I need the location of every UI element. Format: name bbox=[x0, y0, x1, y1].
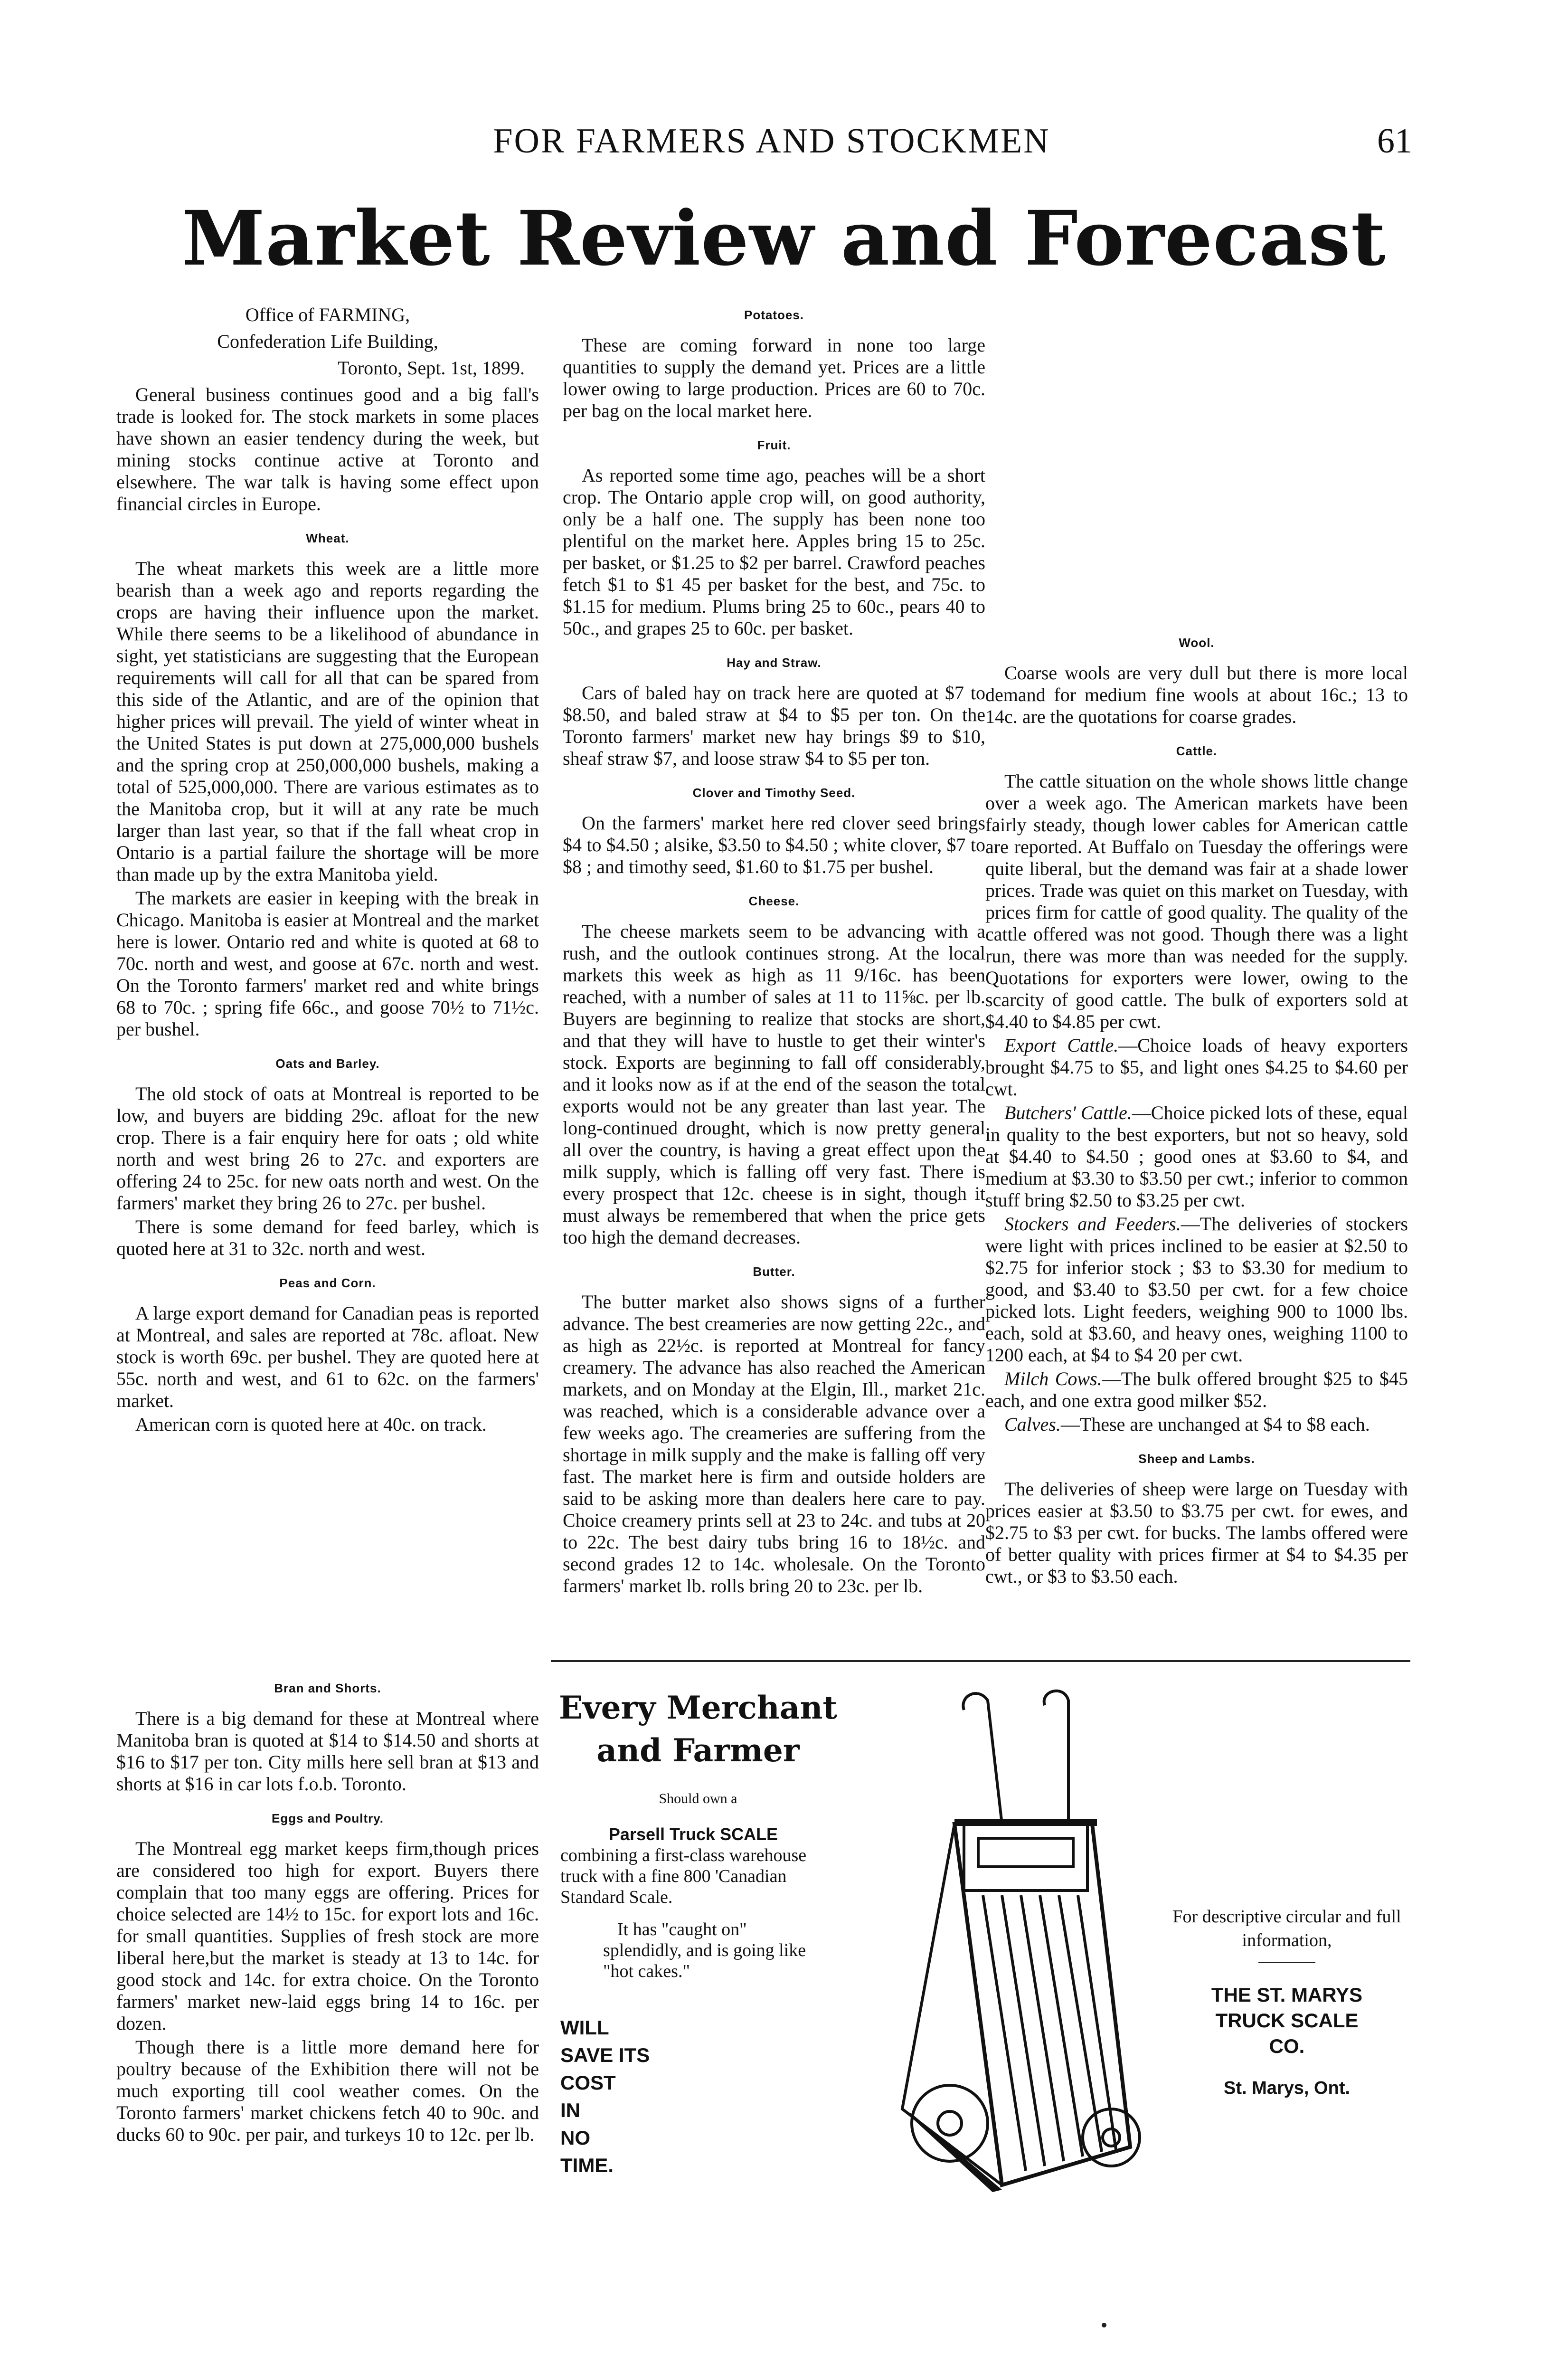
cattle-butchers-text: —Choice picked lots of these, equal in quality to the best exporters, but not so heavy, sold at $4.40 to $4.50 ; good ones at $3.60 to $4, and medium at $3.30 to $3.50 per cwt.; inferior to common stuff bring $2.50 to $3.25 per cwt. bbox=[985, 1102, 1408, 1211]
section-heading-oats: Oats and Barley. bbox=[275, 1056, 380, 1071]
ad-quote: It has "caught on" splendidly, and is going like "hot cakes." bbox=[603, 1919, 806, 1981]
section-heading-cattle: Cattle. bbox=[1176, 744, 1218, 758]
truck-scale-illustration-icon bbox=[845, 1682, 1149, 2204]
ad-save-line: TIME. bbox=[560, 2154, 614, 2176]
ad-company-line-2: TRUCK SCALE bbox=[1215, 2009, 1359, 2032]
section-heading-sheep: Sheep and Lambs. bbox=[1138, 1452, 1255, 1466]
cattle-calves-text: —These are unchanged at $4 to $8 each. bbox=[1060, 1414, 1370, 1435]
wheat-paragraph-1: The wheat markets this week are a little more bearish than a week ago and reports regarding the crops are having their influence upon the market. While there seems to be a likelihood of abundance in sight, yet statisticians are suggesting that the European requirements will call for all that can be spared from this side of the Atlantic, and are of the opinion that higher prices will prevail. The yield of winter wheat in the United States is put down at 275,000,000 bushels and the spring crop at 250,000,000 bushels, making a total of 525,000,000. There are various estimates as to the Manitoba crop, but it will at any rate be much larger than last year, so that if the fall wheat crop in Ontario is a partial failure the shortage will be more than made up by the extra Manitoba yield. bbox=[116, 558, 539, 885]
clover-paragraph-1: On the farmers' market here red clover seed brings $4 to $4.50 ; alsike, $3.50 to $4.50 ; white clover, $7 to $8 ; and timothy seed, $1.60 to $1.75 per bushel. bbox=[563, 812, 985, 877]
cattle-butchers bbox=[985, 1102, 1408, 1211]
ad-company-line-1: THE ST. MARYS bbox=[1211, 1984, 1363, 2006]
cattle-milch-text: —The bulk offered brought $25 to $45 each, and one extra good milker $52. bbox=[985, 1368, 1408, 1411]
eggs-paragraph-2: Though there is a little more demand here for poultry because of the Exhibition there will not be much exporting till cool weather comes. On the Toronto farmers' market chickens fetch 40 to 90c. and ducks 60 to 90c. per pair, and turkeys 10 to 12c. per lb. bbox=[116, 2036, 539, 2145]
oats-paragraph-1: The old stock of oats at Montreal is reported to be low, and buyers are bidding 29c. afloat for the new crop. There is a fair enquiry here for oats ; old white north and west bring 26 to 27c. and exporters are offering 24 to 25c. for new oats north and west. On the farmers' market they bring 26 to 27c. per bushel. bbox=[116, 1083, 539, 1214]
cattle-milch-label: Milch Cows. bbox=[1004, 1368, 1102, 1389]
cattle-export bbox=[985, 1035, 1408, 1100]
oats-paragraph-2: There is some demand for feed barley, which is quoted here at 31 to 32c. north and west. bbox=[116, 1216, 539, 1259]
cattle-export-label: Export Cattle. bbox=[1004, 1035, 1119, 1056]
cattle-calves bbox=[985, 1414, 1408, 1435]
section-heading-butter: Butter. bbox=[753, 1264, 795, 1279]
cattle-butchers-label: Butchers' Cattle. bbox=[1004, 1102, 1132, 1123]
ad-product-desc: combining a first-class warehouse truck with a fine 800 'Canadian Standard Scale. bbox=[560, 1845, 807, 1907]
wheat-paragraph-2: The markets are easier in keeping with the break in Chicago. Manitoba is easier at Montreal and the market here is lower. Ontario red and white is quoted at 68 to 70c. north and west, and goose at 67c. north and west. On the Toronto farmers' market red and white brings 68 to 70c. ; spring fife 66c., and goose 70½ to 71½c. per bushel. bbox=[116, 887, 539, 1040]
ad-company-line-3: CO. bbox=[1269, 2035, 1305, 2057]
cattle-calves-label: Calves. bbox=[1004, 1414, 1061, 1435]
potatoes-paragraph-1: These are coming forward in none too large quantities to supply the demand yet. Prices are a little lower owing to large production. Prices are 60 to 70c. per bag on the local market here. bbox=[563, 334, 985, 421]
bran-paragraph-1: There is a big demand for these at Montreal where Manitoba bran is quoted at $14 to $14.50 and shorts at $16 to $17 per ton. City mills here sell bran at $13 and shorts at $16 in car lots f.o.b. Toronto. bbox=[116, 1708, 539, 1795]
cattle-export-text: —Choice loads of heavy exporters brought $4.75 to $5, and light ones $4.25 to $4.60 per cwt. bbox=[985, 1035, 1408, 1100]
section-heading-clover: Clover and Timothy Seed. bbox=[692, 786, 856, 800]
ad-headline bbox=[551, 1686, 845, 1772]
cheese-paragraph-1: The cheese markets seem to be advancing with a rush, and the outlook continues strong. At the local markets this week as high as 11 9/16c. has been reached, with a number of sales at 11 to 11⅝c. per lb. Buyers are beginning to realize that stocks are short, and that they will have to hustle to get their winter's stock. Exports are beginning to fall off considerably, and it looks now as if at the end of the season the total exports would not be any greater than last year. The long-continued drought, which is now pretty general all over the country, is having a great effect upon the milk supply, which is falling off very fast. There is every prospect that 12c. cheese is in sight, though it must always be remembered that when the price gets too high the demand decreases. bbox=[563, 921, 985, 1248]
section-heading-hay: Hay and Straw. bbox=[727, 656, 822, 670]
dateline-date: Toronto, Sept. 1st, 1899. bbox=[338, 357, 525, 379]
ad-place: St. Marys, Ont. bbox=[1223, 2078, 1351, 2098]
fruit-paragraph-1: As reported some time ago, peaches will be a short crop. The Ontario apple crop will, on good authority, only be a half one. The supply has been none too plentiful on the market here. Apples bring 15 to 25c. per basket, or $1.25 to $2 per barrel. Crawford peaches fetch $1 to $1 45 per basket for the best, and 75c. to $1.15 for medium. Plums bring 25 to 60c., pears 40 to 50c., and grapes 25 to 60c. per basket. bbox=[563, 465, 985, 639]
running-title: FOR FARMERS AND STOCKMEN bbox=[493, 122, 1050, 161]
advertisement bbox=[551, 1672, 1410, 2375]
section-heading-bran: Bran and Shorts. bbox=[274, 1681, 381, 1695]
advertisement-divider bbox=[551, 1660, 1410, 1662]
ad-contact bbox=[1168, 1905, 1406, 2100]
ad-save-line: WILL bbox=[560, 2016, 609, 2039]
page-number: 61 bbox=[1377, 122, 1412, 161]
ad-save-line: COST bbox=[560, 2071, 616, 2094]
hay-paragraph-1: Cars of baled hay on track here are quoted at $7 to $8.50, and baled straw at $4 to $5 per ton. On the Toronto farmers' market new hay brings $9 to $10, sheaf straw $7, and loose straw $4 to $5 per ton. bbox=[563, 682, 985, 769]
column-right bbox=[985, 632, 1408, 1589]
ad-should-own: Should own a bbox=[659, 1791, 737, 1806]
ad-save-line: NO bbox=[560, 2127, 590, 2149]
dateline-office: Office of FARMING, bbox=[245, 304, 410, 325]
column-left bbox=[116, 304, 539, 1437]
section-heading-wool: Wool. bbox=[1179, 636, 1215, 650]
section-heading-eggs: Eggs and Poultry. bbox=[271, 1811, 384, 1825]
section-heading-potatoes: Potatoes. bbox=[744, 308, 804, 322]
column-left-lower bbox=[116, 1665, 539, 2147]
column-middle bbox=[563, 304, 985, 1599]
ad-save-line: SAVE ITS bbox=[560, 2044, 650, 2066]
ad-product-name: Parsell Truck SCALE bbox=[608, 1824, 778, 1844]
section-heading-peas: Peas and Corn. bbox=[279, 1276, 376, 1290]
ad-product bbox=[560, 1824, 826, 1908]
cattle-stockers bbox=[985, 1213, 1408, 1366]
sheep-paragraph-1: The deliveries of sheep were large on Tuesday with prices easier at $3.50 to $3.75 per cwt. for ewes, and $2.75 to $3 per cwt. for bucks. The lambs offered were of better quality with prices firmer at $4 to $4.35 per cwt., or $3 to $3.50 each. bbox=[985, 1478, 1408, 1587]
ad-headline-line-1: Every Merchant bbox=[559, 1689, 837, 1726]
peas-paragraph-2: American corn is quoted here at 40c. on track. bbox=[135, 1414, 487, 1435]
section-heading-wheat: Wheat. bbox=[306, 531, 349, 545]
ad-save-slogan bbox=[560, 2014, 703, 2179]
peas-paragraph-1: A large export demand for Canadian peas is reported at Montreal, and sales are reported at 78c. afloat. New stock is worth 69c. per bushel. They are quoted here at 55c. north and west, and 61 to 62c. on the farmers' market. bbox=[116, 1302, 539, 1411]
intro-paragraph: General business continues good and a big fall's trade is looked for. The stock markets in some places have shown an easier tendency during the week, but mining stocks continue active at Toronto and elsewhere. The war talk is having some effect upon financial circles in Europe. bbox=[116, 384, 539, 514]
dateline-building: Confederation Life Building, bbox=[217, 331, 438, 352]
cattle-milch bbox=[985, 1368, 1408, 1412]
cattle-stockers-label: Stockers and Feeders. bbox=[1004, 1213, 1181, 1235]
ad-info-rule bbox=[1258, 1962, 1315, 1963]
ad-save-line: IN bbox=[560, 2099, 580, 2121]
printer-dot bbox=[1102, 2323, 1106, 2328]
cattle-stockers-text: —The deliveries of stockers were light with prices inclined to be easier at $2.50 to $2.75 for inferior stock ; $3 to $3.30 for medium to good, and $3.40 to $3.50 per cwt. for a few choice picked lots. Light feeders, weighing 900 to 1000 lbs. each, sold at $3.60, and heavy ones, weighing 1100 to 1200 each, at $4 to $4 20 per cwt. bbox=[985, 1213, 1408, 1366]
ad-headline-line-2: and Farmer bbox=[596, 1732, 800, 1769]
section-heading-fruit: Fruit. bbox=[757, 438, 791, 452]
page-title: Market Review and Forecast bbox=[182, 195, 1386, 283]
butter-paragraph-1: The butter market also shows signs of a further advance. The best creameries are now getting 22c., and as high as 22½c. is reported at Montreal for fancy creamery. The advance has also reached the American markets, and on Monday at the Elgin, Ill., market 21c. was reached, which is a considerable advance over a few weeks ago. The creameries are suffering from the shortage in milk supply and the make is falling off very fast. The market here is firm and outside holders are said to be asking more than dealers here care to pay. Choice creamery prints sell at 23 to 24c. and tubs at 20 to 22c. The best dairy tubs bring 16 to 18½c. and second grades 12 to 14c. wholesale. On the Toronto farmers' market lb. rolls bring 20 to 23c. per lb. bbox=[563, 1291, 985, 1596]
ad-info-text: For descriptive circular and full information, bbox=[1172, 1907, 1401, 1950]
cattle-paragraph-1: The cattle situation on the whole shows little change over a week ago. The American markets have been fairly steady, though lower cables for American cattle are reported. At Buffalo on Tuesday the offerings were quite liberal, but the demand was fair at a shade lower prices. Trade was quiet on this market on Tuesday, with prices firm for cattle of good quality. The quality of the cattle offered was not good. Though there was a light run, there was more than was needed for the supply. Quotations for exporters were lower, owing to the scarcity of good cattle. The bulk of exporters sold at $4.40 to $4.85 per cwt. bbox=[985, 770, 1408, 1032]
eggs-paragraph-1: The Montreal egg market keeps firm,though prices are considered too high for export. Buyers there complain that too many eggs are offering. Prices for choice selected are 14½ to 15c. for export lots and 16c. for small quantities. Supplies of fresh stock are more liberal here,but the market is steady at 13 to 14c. for good stock and 14c. for extra choice. On the Toronto farmers' market new-laid eggs bring 14 to 16c. per dozen. bbox=[116, 1838, 539, 2034]
wool-paragraph-1: Coarse wools are very dull but there is more local demand for medium fine wools at about 16c.; 13 to 14c. are the quotations for coarse grades. bbox=[985, 662, 1408, 727]
section-heading-cheese: Cheese. bbox=[748, 894, 800, 908]
